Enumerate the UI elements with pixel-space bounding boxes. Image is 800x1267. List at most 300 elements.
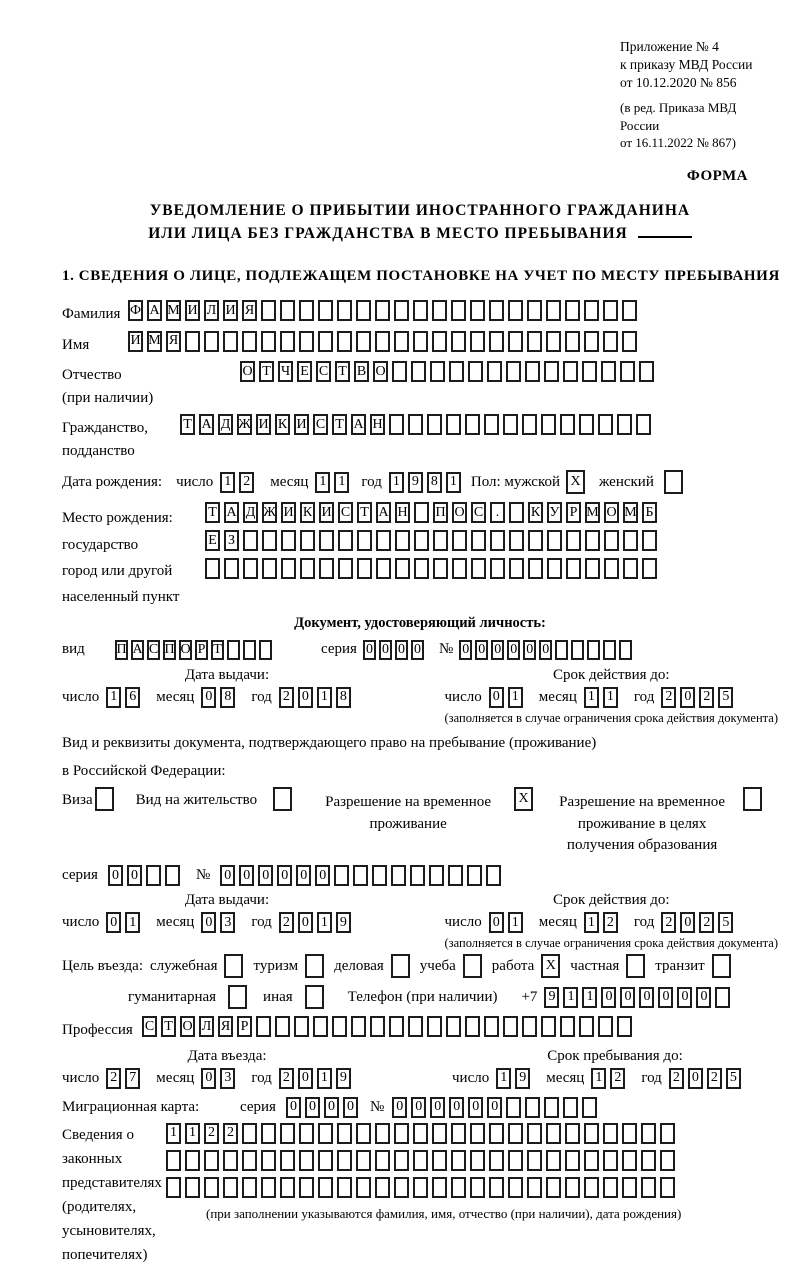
char-cell[interactable]: [565, 300, 580, 321]
char-cell[interactable]: С: [316, 361, 331, 382]
residence-issue-year[interactable]: [279, 912, 355, 933]
char-cell[interactable]: [446, 414, 461, 435]
char-cell[interactable]: [603, 1150, 618, 1171]
char-cell[interactable]: [185, 331, 200, 352]
char-cell[interactable]: [394, 1177, 409, 1198]
char-cell[interactable]: [603, 331, 618, 352]
identity-valid-month[interactable]: [584, 687, 622, 708]
char-cell[interactable]: [601, 361, 616, 382]
char-cell[interactable]: [243, 530, 258, 551]
char-cell[interactable]: 2: [603, 912, 618, 933]
char-cell[interactable]: Р: [566, 502, 581, 523]
char-cell[interactable]: [603, 640, 616, 660]
char-cell[interactable]: Т: [259, 361, 274, 382]
char-cell[interactable]: М: [585, 502, 600, 523]
char-cell[interactable]: [414, 558, 429, 579]
char-cell[interactable]: [664, 470, 683, 494]
char-cell[interactable]: 2: [106, 1068, 121, 1089]
char-cell[interactable]: [527, 1150, 542, 1171]
purpose-private-checkbox[interactable]: [626, 954, 645, 978]
char-cell[interactable]: Р: [237, 1016, 252, 1037]
char-cell[interactable]: [489, 1177, 504, 1198]
char-cell[interactable]: [280, 1177, 295, 1198]
char-cell[interactable]: М: [147, 331, 162, 352]
char-cell[interactable]: [375, 1123, 390, 1144]
char-cell[interactable]: 1: [563, 987, 578, 1008]
char-cell[interactable]: [305, 954, 324, 978]
char-cell[interactable]: Т: [357, 502, 372, 523]
char-cell[interactable]: [528, 558, 543, 579]
char-cell[interactable]: [375, 1177, 390, 1198]
purpose-transit-checkbox[interactable]: [712, 954, 731, 978]
char-cell[interactable]: 0: [411, 1097, 426, 1118]
char-cell[interactable]: [565, 1150, 580, 1171]
char-cell[interactable]: [430, 361, 445, 382]
char-cell[interactable]: 0: [680, 687, 695, 708]
purpose-other-checkbox[interactable]: [305, 985, 324, 1009]
identity-valid-year[interactable]: [661, 687, 737, 708]
char-cell[interactable]: 1: [317, 687, 332, 708]
char-cell[interactable]: И: [294, 414, 309, 435]
stay-month-input[interactable]: [591, 1068, 629, 1089]
char-cell[interactable]: [490, 558, 505, 579]
char-cell[interactable]: А: [376, 502, 391, 523]
char-cell[interactable]: Я: [218, 1016, 233, 1037]
sex-male-checkbox[interactable]: [566, 470, 585, 494]
char-cell[interactable]: [587, 640, 600, 660]
char-cell[interactable]: [508, 1150, 523, 1171]
identity-vid-input[interactable]: [115, 640, 275, 660]
char-cell[interactable]: [242, 1177, 257, 1198]
char-cell[interactable]: 0: [688, 1068, 703, 1089]
stay-year-input[interactable]: [669, 1068, 745, 1089]
char-cell[interactable]: [433, 558, 448, 579]
char-cell[interactable]: 0: [286, 1097, 301, 1118]
char-cell[interactable]: [451, 331, 466, 352]
char-cell[interactable]: Е: [297, 361, 312, 382]
char-cell[interactable]: [463, 954, 482, 978]
char-cell[interactable]: 8: [427, 472, 442, 493]
char-cell[interactable]: 1: [496, 1068, 511, 1089]
char-cell[interactable]: [372, 865, 387, 886]
char-cell[interactable]: 0: [315, 865, 330, 886]
entry-day-input[interactable]: [106, 1068, 144, 1089]
patronymic-input[interactable]: [240, 361, 658, 382]
char-cell[interactable]: [356, 1177, 371, 1198]
char-cell[interactable]: [413, 1150, 428, 1171]
char-cell[interactable]: И: [185, 300, 200, 321]
char-cell[interactable]: [432, 1177, 447, 1198]
birth-year-input[interactable]: [389, 472, 465, 493]
char-cell[interactable]: [603, 300, 618, 321]
char-cell[interactable]: 1: [582, 987, 597, 1008]
char-cell[interactable]: [394, 1123, 409, 1144]
char-cell[interactable]: [715, 987, 730, 1008]
residence-seriya-input[interactable]: [108, 865, 184, 886]
char-cell[interactable]: [356, 1150, 371, 1171]
char-cell[interactable]: [620, 361, 635, 382]
char-cell[interactable]: 5: [726, 1068, 741, 1089]
char-cell[interactable]: [261, 331, 276, 352]
purpose-study-checkbox[interactable]: [463, 954, 482, 978]
char-cell[interactable]: 0: [201, 912, 216, 933]
char-cell[interactable]: 6: [125, 687, 140, 708]
char-cell[interactable]: П: [433, 502, 448, 523]
char-cell[interactable]: [490, 530, 505, 551]
char-cell[interactable]: [603, 1177, 618, 1198]
char-cell[interactable]: А: [147, 300, 162, 321]
char-cell[interactable]: [300, 558, 315, 579]
char-cell[interactable]: [375, 1150, 390, 1171]
char-cell[interactable]: [470, 331, 485, 352]
char-cell[interactable]: 0: [487, 1097, 502, 1118]
char-cell[interactable]: [337, 1177, 352, 1198]
char-cell[interactable]: [413, 300, 428, 321]
char-cell[interactable]: [544, 361, 559, 382]
char-cell[interactable]: [262, 558, 277, 579]
char-cell[interactable]: [280, 1123, 295, 1144]
char-cell[interactable]: [408, 1016, 423, 1037]
char-cell[interactable]: [410, 865, 425, 886]
char-cell[interactable]: [223, 331, 238, 352]
char-cell[interactable]: 0: [239, 865, 254, 886]
char-cell[interactable]: [395, 558, 410, 579]
char-cell[interactable]: [566, 558, 581, 579]
char-cell[interactable]: [584, 331, 599, 352]
char-cell[interactable]: [623, 530, 638, 551]
char-cell[interactable]: [280, 300, 295, 321]
char-cell[interactable]: [224, 954, 243, 978]
char-cell[interactable]: [598, 414, 613, 435]
char-cell[interactable]: [470, 300, 485, 321]
firstname-input[interactable]: [128, 331, 641, 352]
char-cell[interactable]: [579, 414, 594, 435]
char-cell[interactable]: П: [163, 640, 176, 660]
char-cell[interactable]: А: [224, 502, 239, 523]
char-cell[interactable]: [357, 558, 372, 579]
char-cell[interactable]: [261, 1177, 276, 1198]
char-cell[interactable]: [433, 530, 448, 551]
char-cell[interactable]: [541, 1016, 556, 1037]
char-cell[interactable]: 0: [489, 912, 504, 933]
char-cell[interactable]: .: [490, 502, 505, 523]
char-cell[interactable]: [448, 865, 463, 886]
char-cell[interactable]: [503, 1016, 518, 1037]
char-cell[interactable]: [261, 1123, 276, 1144]
char-cell[interactable]: 5: [718, 687, 733, 708]
char-cell[interactable]: 2: [669, 1068, 684, 1089]
char-cell[interactable]: 9: [544, 987, 559, 1008]
char-cell[interactable]: С: [313, 414, 328, 435]
char-cell[interactable]: [261, 300, 276, 321]
char-cell[interactable]: А: [199, 414, 214, 435]
char-cell[interactable]: [432, 1150, 447, 1171]
char-cell[interactable]: [465, 1016, 480, 1037]
char-cell[interactable]: [622, 1177, 637, 1198]
char-cell[interactable]: П: [115, 640, 128, 660]
char-cell[interactable]: [547, 558, 562, 579]
char-cell[interactable]: 0: [363, 640, 376, 660]
char-cell[interactable]: 0: [507, 640, 520, 660]
char-cell[interactable]: 2: [279, 687, 294, 708]
char-cell[interactable]: [604, 558, 619, 579]
char-cell[interactable]: О: [179, 640, 192, 660]
char-cell[interactable]: [522, 414, 537, 435]
char-cell[interactable]: [585, 530, 600, 551]
char-cell[interactable]: [527, 331, 542, 352]
char-cell[interactable]: 0: [106, 912, 121, 933]
char-cell[interactable]: [337, 1123, 352, 1144]
char-cell[interactable]: 9: [336, 912, 351, 933]
char-cell[interactable]: 1: [315, 472, 330, 493]
identity-issue-day[interactable]: [106, 687, 144, 708]
char-cell[interactable]: Я: [242, 300, 257, 321]
char-cell[interactable]: 2: [707, 1068, 722, 1089]
char-cell[interactable]: [223, 1177, 238, 1198]
char-cell[interactable]: [391, 954, 410, 978]
char-cell[interactable]: [584, 1150, 599, 1171]
char-cell[interactable]: 2: [661, 687, 676, 708]
residence-valid-month[interactable]: [584, 912, 622, 933]
char-cell[interactable]: [508, 300, 523, 321]
char-cell[interactable]: 0: [680, 912, 695, 933]
char-cell[interactable]: [356, 1123, 371, 1144]
char-cell[interactable]: [394, 331, 409, 352]
char-cell[interactable]: 9: [515, 1068, 530, 1089]
char-cell[interactable]: [641, 1177, 656, 1198]
char-cell[interactable]: [185, 1150, 200, 1171]
char-cell[interactable]: [489, 1123, 504, 1144]
char-cell[interactable]: М: [623, 502, 638, 523]
char-cell[interactable]: [525, 361, 540, 382]
char-cell[interactable]: [338, 558, 353, 579]
char-cell[interactable]: 8: [220, 687, 235, 708]
temp-residence-education-checkbox[interactable]: [743, 787, 762, 811]
identity-seriya-input[interactable]: [363, 640, 427, 660]
char-cell[interactable]: 0: [539, 640, 552, 660]
char-cell[interactable]: [565, 1177, 580, 1198]
char-cell[interactable]: [394, 1150, 409, 1171]
char-cell[interactable]: Т: [180, 414, 195, 435]
char-cell[interactable]: [413, 331, 428, 352]
char-cell[interactable]: 0: [324, 1097, 339, 1118]
char-cell[interactable]: [584, 1177, 599, 1198]
char-cell[interactable]: [338, 530, 353, 551]
char-cell[interactable]: О: [240, 361, 255, 382]
residence-valid-day[interactable]: [489, 912, 527, 933]
char-cell[interactable]: [375, 331, 390, 352]
char-cell[interactable]: [429, 865, 444, 886]
char-cell[interactable]: [356, 331, 371, 352]
residence-issue-month[interactable]: [201, 912, 239, 933]
char-cell[interactable]: [528, 530, 543, 551]
char-cell[interactable]: 2: [279, 1068, 294, 1089]
char-cell[interactable]: [432, 1123, 447, 1144]
char-cell[interactable]: С: [142, 1016, 157, 1037]
char-cell[interactable]: 1: [166, 1123, 181, 1144]
char-cell[interactable]: [376, 558, 391, 579]
char-cell[interactable]: [509, 530, 524, 551]
char-cell[interactable]: 0: [298, 687, 313, 708]
char-cell[interactable]: [546, 300, 561, 321]
char-cell[interactable]: 0: [449, 1097, 464, 1118]
char-cell[interactable]: 0: [379, 640, 392, 660]
char-cell[interactable]: [389, 1016, 404, 1037]
char-cell[interactable]: [146, 865, 161, 886]
char-cell[interactable]: [470, 1123, 485, 1144]
char-cell[interactable]: 0: [108, 865, 123, 886]
purpose-business-checkbox[interactable]: [391, 954, 410, 978]
purpose-humanitarian-checkbox[interactable]: [228, 985, 247, 1009]
char-cell[interactable]: 0: [296, 865, 311, 886]
char-cell[interactable]: [318, 1177, 333, 1198]
char-cell[interactable]: [261, 1150, 276, 1171]
char-cell[interactable]: 1: [584, 687, 599, 708]
char-cell[interactable]: 1: [584, 912, 599, 933]
migration-seriya-input[interactable]: [286, 1097, 362, 1118]
char-cell[interactable]: О: [604, 502, 619, 523]
char-cell[interactable]: [489, 300, 504, 321]
char-cell[interactable]: [522, 1016, 537, 1037]
char-cell[interactable]: 2: [223, 1123, 238, 1144]
char-cell[interactable]: Т: [211, 640, 224, 660]
char-cell[interactable]: [370, 1016, 385, 1037]
char-cell[interactable]: 0: [305, 1097, 320, 1118]
phone-input[interactable]: [544, 987, 734, 1008]
char-cell[interactable]: [318, 331, 333, 352]
char-cell[interactable]: 0: [343, 1097, 358, 1118]
char-cell[interactable]: [582, 1097, 597, 1118]
char-cell[interactable]: 2: [239, 472, 254, 493]
char-cell[interactable]: [319, 558, 334, 579]
char-cell[interactable]: И: [319, 502, 334, 523]
char-cell[interactable]: [487, 361, 502, 382]
char-cell[interactable]: 0: [395, 640, 408, 660]
char-cell[interactable]: [280, 1150, 295, 1171]
char-cell[interactable]: А: [351, 414, 366, 435]
char-cell[interactable]: [357, 530, 372, 551]
char-cell[interactable]: [299, 1123, 314, 1144]
char-cell[interactable]: [300, 530, 315, 551]
residence-issue-day[interactable]: [106, 912, 144, 933]
char-cell[interactable]: 0: [696, 987, 711, 1008]
char-cell[interactable]: [489, 1150, 504, 1171]
char-cell[interactable]: К: [528, 502, 543, 523]
entry-year-input[interactable]: [279, 1068, 355, 1089]
char-cell[interactable]: [506, 1097, 521, 1118]
char-cell[interactable]: 2: [610, 1068, 625, 1089]
birth-day-input[interactable]: [220, 472, 258, 493]
char-cell[interactable]: [503, 414, 518, 435]
representatives-line2-input[interactable]: [166, 1150, 681, 1171]
char-cell[interactable]: С: [147, 640, 160, 660]
char-cell[interactable]: [275, 1016, 290, 1037]
char-cell[interactable]: [486, 865, 501, 886]
char-cell[interactable]: [636, 414, 651, 435]
purpose-tourism-checkbox[interactable]: [305, 954, 324, 978]
char-cell[interactable]: [626, 954, 645, 978]
char-cell[interactable]: Б: [642, 502, 657, 523]
char-cell[interactable]: [467, 865, 482, 886]
char-cell[interactable]: [566, 530, 581, 551]
char-cell[interactable]: [471, 558, 486, 579]
char-cell[interactable]: [242, 1123, 257, 1144]
char-cell[interactable]: И: [128, 331, 143, 352]
char-cell[interactable]: 0: [620, 987, 635, 1008]
char-cell[interactable]: [395, 530, 410, 551]
char-cell[interactable]: 0: [601, 987, 616, 1008]
char-cell[interactable]: 3: [220, 1068, 235, 1089]
char-cell[interactable]: [604, 530, 619, 551]
char-cell[interactable]: [204, 1177, 219, 1198]
char-cell[interactable]: [506, 361, 521, 382]
char-cell[interactable]: Ф: [128, 300, 143, 321]
char-cell[interactable]: [452, 530, 467, 551]
char-cell[interactable]: [585, 558, 600, 579]
representatives-line3-input[interactable]: [166, 1177, 681, 1198]
char-cell[interactable]: [185, 1177, 200, 1198]
char-cell[interactable]: [262, 530, 277, 551]
char-cell[interactable]: 0: [220, 865, 235, 886]
char-cell[interactable]: [394, 300, 409, 321]
char-cell[interactable]: [465, 414, 480, 435]
char-cell[interactable]: З: [224, 530, 239, 551]
char-cell[interactable]: И: [256, 414, 271, 435]
char-cell[interactable]: [427, 1016, 442, 1037]
char-cell[interactable]: [660, 1177, 675, 1198]
char-cell[interactable]: [565, 331, 580, 352]
char-cell[interactable]: [243, 640, 256, 660]
char-cell[interactable]: [166, 1150, 181, 1171]
char-cell[interactable]: [712, 954, 731, 978]
char-cell[interactable]: [547, 530, 562, 551]
char-cell[interactable]: [414, 502, 429, 523]
entry-month-input[interactable]: [201, 1068, 239, 1089]
char-cell[interactable]: [555, 640, 568, 660]
char-cell[interactable]: 0: [392, 1097, 407, 1118]
identity-issue-month[interactable]: [201, 687, 239, 708]
char-cell[interactable]: [205, 558, 220, 579]
char-cell[interactable]: [305, 985, 324, 1009]
char-cell[interactable]: [546, 1150, 561, 1171]
char-cell[interactable]: [227, 640, 240, 660]
char-cell[interactable]: И: [281, 502, 296, 523]
char-cell[interactable]: 0: [430, 1097, 445, 1118]
char-cell[interactable]: [546, 331, 561, 352]
char-cell[interactable]: Л: [199, 1016, 214, 1037]
representatives-line1-input[interactable]: [166, 1123, 681, 1144]
char-cell[interactable]: [95, 787, 114, 811]
char-cell[interactable]: [617, 414, 632, 435]
char-cell[interactable]: [414, 530, 429, 551]
birthplace-line2-input[interactable]: [205, 530, 661, 551]
char-cell[interactable]: 1: [185, 1123, 200, 1144]
char-cell[interactable]: [337, 331, 352, 352]
char-cell[interactable]: [508, 331, 523, 352]
char-cell[interactable]: [392, 361, 407, 382]
char-cell[interactable]: Л: [204, 300, 219, 321]
char-cell[interactable]: 1: [591, 1068, 606, 1089]
char-cell[interactable]: [451, 1123, 466, 1144]
char-cell[interactable]: [489, 331, 504, 352]
char-cell[interactable]: О: [180, 1016, 195, 1037]
char-cell[interactable]: [318, 1123, 333, 1144]
char-cell[interactable]: [560, 1016, 575, 1037]
char-cell[interactable]: У: [547, 502, 562, 523]
char-cell[interactable]: 9: [336, 1068, 351, 1089]
char-cell[interactable]: 0: [127, 865, 142, 886]
char-cell[interactable]: 1: [317, 1068, 332, 1089]
